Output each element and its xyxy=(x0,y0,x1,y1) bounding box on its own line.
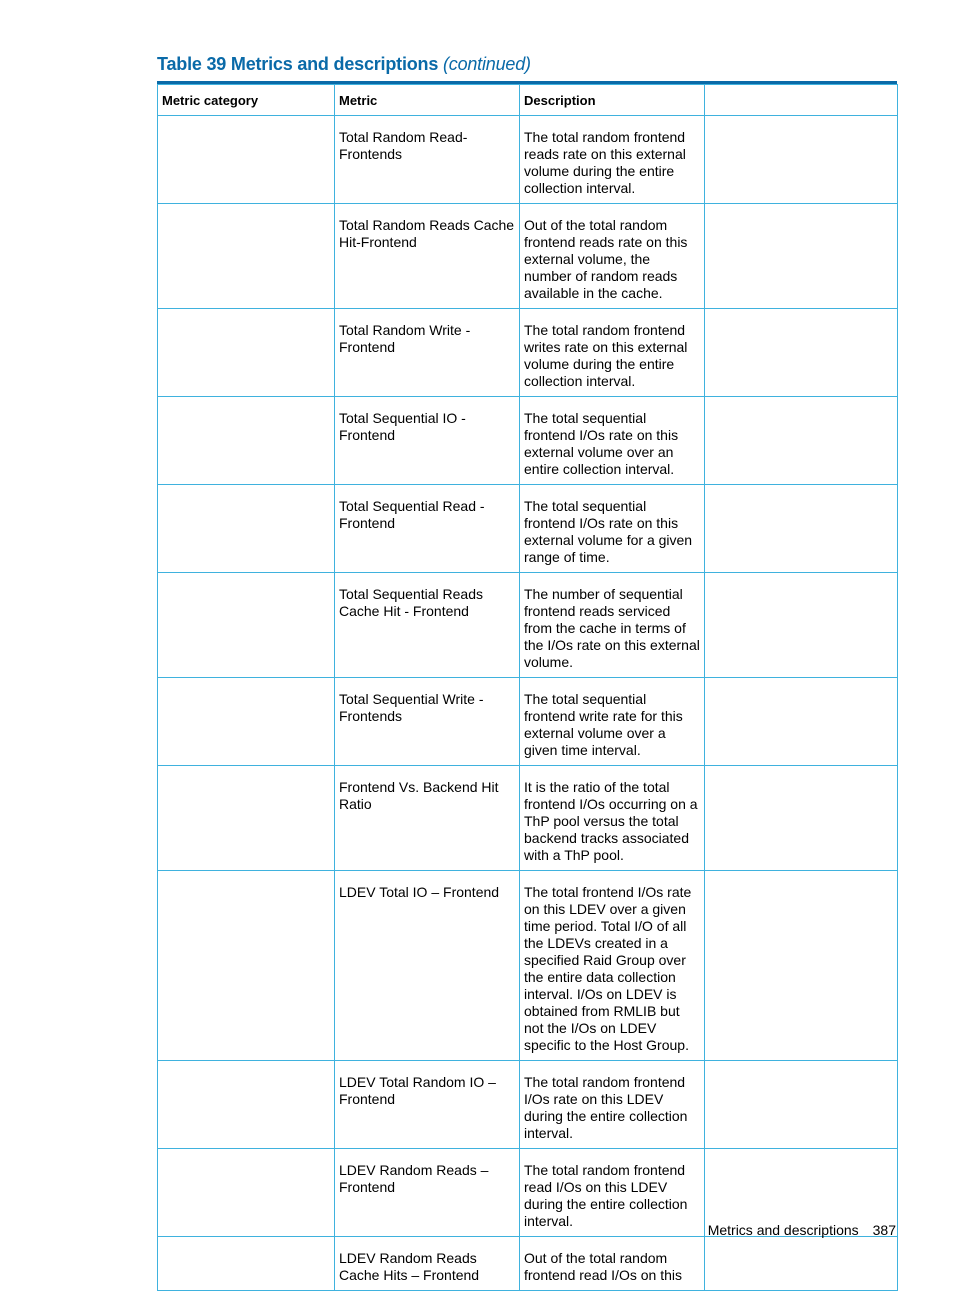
header-extra xyxy=(705,85,898,116)
metric-cell: Total Sequential Write - Frontends xyxy=(335,678,520,766)
metric-category-cell xyxy=(158,309,335,397)
metric-category-cell xyxy=(158,397,335,485)
table-continued-label: (continued) xyxy=(442,54,531,74)
description-cell: The total random frontend writes rate on this external volume during the entire collection interval. xyxy=(520,309,705,397)
table-title: Table 39 Metrics and descriptions xyxy=(157,54,439,74)
header-metric-category: Metric category xyxy=(158,85,335,116)
table-body xyxy=(158,116,898,1291)
description-cell: The total random frontend read I/Os on this LDEV during the entire collection interval. xyxy=(520,1149,705,1237)
metric-cell: LDEV Random Reads Cache Hits – Frontend xyxy=(335,1237,520,1291)
metric-cell: LDEV Random Reads – Frontend xyxy=(335,1149,520,1237)
description-cell: The total random frontend I/Os rate on this LDEV during the entire collection interval. xyxy=(520,1061,705,1149)
metric-category-cell xyxy=(158,1237,335,1291)
extra-cell xyxy=(705,1237,898,1291)
metric-cell: Total Random Write - Frontend xyxy=(335,309,520,397)
extra-cell xyxy=(705,871,898,1061)
metric-category-cell xyxy=(158,1061,335,1149)
metric-category-cell xyxy=(158,204,335,309)
table-row xyxy=(158,871,898,1061)
extra-cell xyxy=(705,485,898,573)
metric-category-cell xyxy=(158,678,335,766)
metrics-table xyxy=(157,84,898,1291)
description-cell: The number of sequential frontend reads serviced from the cache in terms of the I/Os rate on this external volume. xyxy=(520,573,705,678)
metric-category-cell xyxy=(158,573,335,678)
page-number: 387 xyxy=(872,1222,896,1238)
description-cell: The total sequential frontend write rate for this external volume over a given time interval. xyxy=(520,678,705,766)
metric-category-cell xyxy=(158,1149,335,1237)
metric-cell: Total Random Read-Frontends xyxy=(335,116,520,204)
extra-cell xyxy=(705,573,898,678)
description-cell: Out of the total random frontend reads rate on this external volume, the number of random reads available in the cache. xyxy=(520,204,705,309)
metric-category-cell xyxy=(158,871,335,1061)
footer-section-title: Metrics and descriptions xyxy=(707,1222,859,1238)
page-footer xyxy=(708,1222,896,1238)
extra-cell xyxy=(705,204,898,309)
metric-cell: Total Sequential Reads Cache Hit - Frontend xyxy=(335,573,520,678)
description-cell: The total random frontend reads rate on this external volume during the entire collection interval. xyxy=(520,116,705,204)
table-caption xyxy=(157,54,531,75)
description-cell: The total frontend I/Os rate on this LDEV over a given time period. Total I/O of all the LDEVs created in a specified Raid Group over the entire data collection interval. I/Os on LDEV is obtained from RMLIB but not the I/Os on LDEV specific to the Host Group. xyxy=(520,871,705,1061)
metric-cell: LDEV Total IO – Frontend xyxy=(335,871,520,1061)
table-row xyxy=(158,309,898,397)
extra-cell xyxy=(705,678,898,766)
table-row xyxy=(158,573,898,678)
extra-cell xyxy=(705,1061,898,1149)
metric-category-cell xyxy=(158,116,335,204)
metric-cell: Frontend Vs. Backend Hit Ratio xyxy=(335,766,520,871)
description-cell: Out of the total random frontend read I/Os on this xyxy=(520,1237,705,1291)
extra-cell xyxy=(705,766,898,871)
table-row xyxy=(158,397,898,485)
extra-cell xyxy=(705,116,898,204)
extra-cell xyxy=(705,309,898,397)
metric-cell: LDEV Total Random IO – Frontend xyxy=(335,1061,520,1149)
header-metric: Metric xyxy=(335,85,520,116)
table-row xyxy=(158,204,898,309)
metric-cell: Total Sequential IO - Frontend xyxy=(335,397,520,485)
header-description: Description xyxy=(520,85,705,116)
metric-category-cell xyxy=(158,766,335,871)
description-cell: It is the ratio of the total frontend I/Os occurring on a ThP pool versus the total backend tracks associated with a ThP pool. xyxy=(520,766,705,871)
table-row xyxy=(158,1237,898,1291)
metric-cell: Total Random Reads Cache Hit-Frontend xyxy=(335,204,520,309)
description-cell: The total sequential frontend I/Os rate on this external volume for a given range of time. xyxy=(520,485,705,573)
table-header-row xyxy=(158,85,898,116)
extra-cell xyxy=(705,397,898,485)
metric-cell: Total Sequential Read - Frontend xyxy=(335,485,520,573)
table-row xyxy=(158,766,898,871)
metric-category-cell xyxy=(158,485,335,573)
table-row xyxy=(158,485,898,573)
table-row xyxy=(158,1061,898,1149)
table-row xyxy=(158,116,898,204)
table-row xyxy=(158,678,898,766)
description-cell: The total sequential frontend I/Os rate on this external volume over an entire collection interval. xyxy=(520,397,705,485)
